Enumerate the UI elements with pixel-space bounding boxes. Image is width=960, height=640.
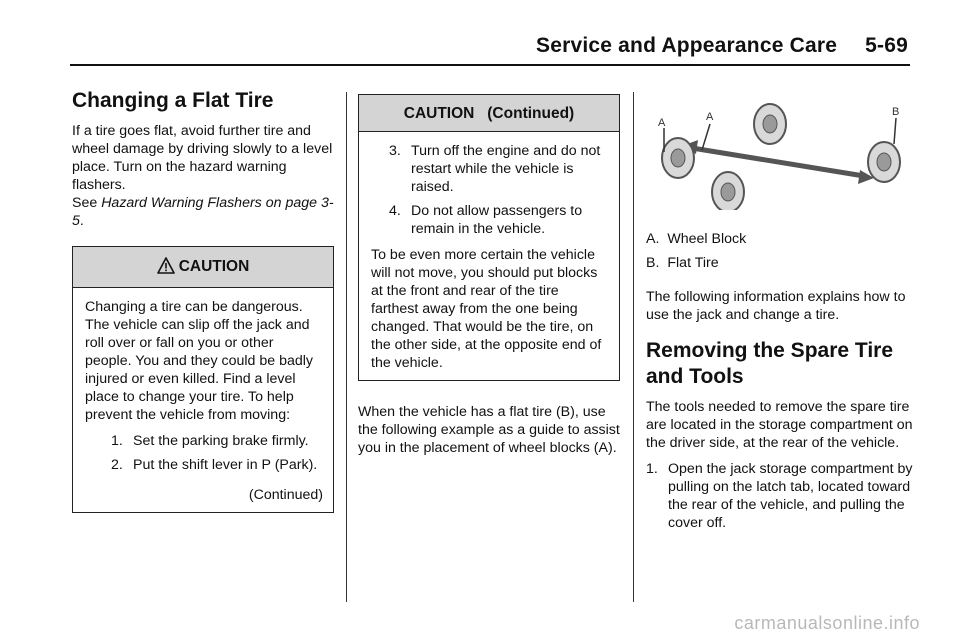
watermark: carmanualsonline.info [734,613,920,633]
page-number: 5-69 [865,34,908,57]
diagram-label-a: A [706,111,714,123]
list-text: Turn off the engine and do not restart while the vehicle is raised. [411,143,601,195]
legend-text: Flat Tire [667,255,719,271]
list-number: 3. [389,143,401,159]
header-title [536,34,908,58]
legend-key: B. [646,255,660,271]
section-heading: Changing a Flat Tire [72,89,274,112]
caution-steps [85,432,323,474]
legend-item [646,230,916,248]
info-paragraph: The following information explains how to use the jack and change a tire. [646,289,906,323]
arrow-icon [682,140,874,184]
flat-tire-icon [868,142,900,182]
legend-item [646,254,916,272]
list-item [389,142,609,196]
caution-text: To be even more certain the vehicle will not move, you should put blocks at the front and rear of the tire farthest away from the one being changed. That would be the tire, on the other side, at the opposite end of the vehicle. [371,247,602,371]
column-right [646,100,916,538]
section-title: Service and Appearance Care [536,34,838,57]
wheel-rear-left-icon [754,104,786,144]
list-number: 4. [389,203,401,219]
caution-continued-body [359,132,619,380]
placement-paragraph: When the vehicle has a flat tire (B), use the following example as a guide to assist you in the placement of wheel blocks (A). [358,404,620,456]
header-rule [70,64,910,66]
column-divider [633,92,634,602]
list-text: Do not allow passengers to remain in the vehicle. [411,203,583,237]
wheel-front-right-icon [712,172,744,210]
warning-triangle-icon [157,257,175,279]
list-item [111,456,323,474]
cross-reference-link[interactable]: Hazard Warning Flashers on page 3-5 [72,195,334,229]
column-divider [346,92,347,602]
list-text: Open the jack storage compartment by pulling on the latch tab, located toward the rear of the vehicle, and pulling the cover off. [668,461,913,531]
see-suffix: . [79,213,84,229]
section-heading: Removing the Spare Tire and Tools [646,339,894,388]
column-left [72,88,334,513]
list-text: Put the shift lever in P (Park). [133,457,318,473]
caution-text: Changing a tire can be dangerous. The vehicle can slip off the jack and roll over or fall on you or other people. You and they could be badly injured or even killed. Find a level place to change your tire. To help prevent the vehicle from moving: [85,299,313,423]
caution-steps [371,142,609,238]
wheel-front-left-icon [662,138,694,178]
list-number: 1. [646,461,658,477]
see-prefix: See [72,195,102,211]
diagram-label-b: B [892,106,900,118]
caution-continued-box [358,94,620,381]
list-item [389,202,609,238]
list-number: 1. [111,433,123,449]
list-number: 2. [111,457,123,473]
wheel-block-diagram [652,100,912,210]
caution-header [73,247,333,288]
diagram-label-a: A [658,117,666,129]
caution-box [72,246,334,513]
legend-key: A. [646,231,660,247]
legend-text: Wheel Block [667,231,747,247]
caution-title: CAUTION [178,258,250,275]
list-text: Set the parking brake firmly. [133,433,309,449]
column-middle [358,94,620,465]
continued-label: (Continued) [248,487,323,503]
list-item [111,432,323,450]
intro-text: If a tire goes flat, avoid further tire and wheel damage by driving slowly to a level place. Turn on the hazard warning flashers. [72,123,333,193]
caution-continued-header: CAUTION (Continued) [359,95,619,132]
diagram-legend [646,230,916,272]
tools-paragraph: The tools needed to remove the spare tire are located in the storage compartment on the driver side, at the rear of the vehicle. [646,399,913,451]
intro-paragraph [72,122,334,230]
caution-body [73,288,333,512]
list-item [646,460,916,532]
flat-tire-pointer [894,118,896,144]
